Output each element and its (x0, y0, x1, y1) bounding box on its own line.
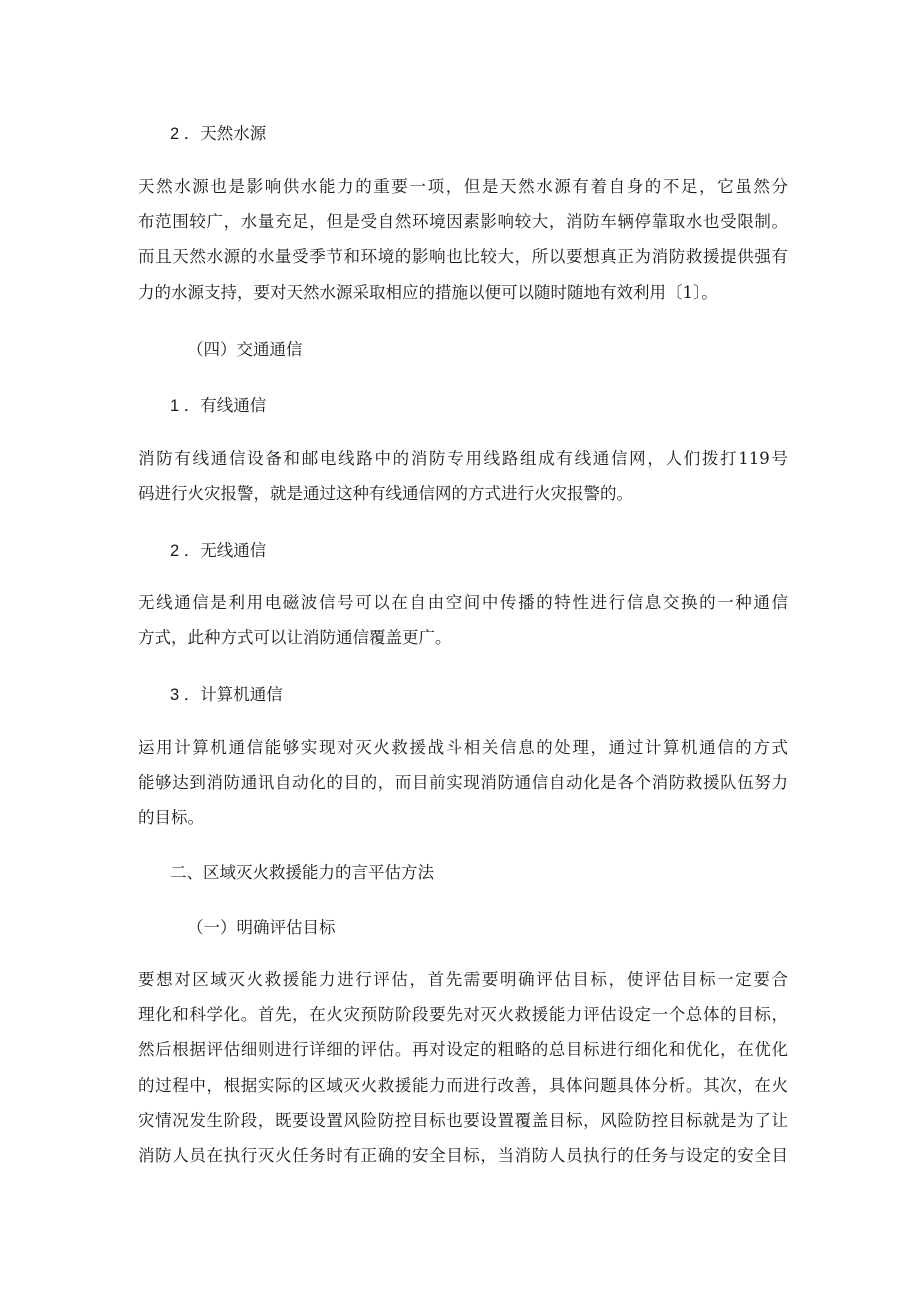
paragraph-line: 要想对区域灭火救援能力进行评估，首先需要明确评估目标，使评估目标一定要合 (138, 970, 788, 989)
paragraph-line: 天然水源也是影响供水能力的重要一项，但是天然水源有着自身的不足，它虽然分 (138, 177, 788, 196)
paragraph-line: 力的水源支持，要对天然水源采取相应的措施以便可以随时随地有效利用〔1〕。 (138, 283, 718, 302)
paragraph-line: 布范围较广，水量充足，但是受自然环境因素影响较大，消防车辆停靠取水也受限制。 (138, 212, 788, 231)
heading-wired-communication: 1 ．有线通信 (170, 397, 267, 415)
section-heading-evaluation-method: 二、区域灭火救援能力的言平估方法 (170, 863, 434, 882)
paragraph-line: 消防人员在执行灭火任务时有正确的安全目标，当消防人员执行的任务与设定的安全目 (138, 1146, 788, 1165)
paragraph-line: 然后根据评估细则进行详细的评估。再对设定的粗略的总目标进行细化和优化，在优化 (138, 1040, 788, 1059)
paragraph-line: 灾情况发生阶段，既要设置风险防控目标也要设置覆盖目标，风险防控目标就是为了让 (138, 1111, 788, 1130)
paragraph-line: 的目标。 (138, 808, 204, 827)
heading-wireless-communication: 2 ．无线通信 (170, 542, 267, 560)
paragraph-line: 而且天然水源的水量受季节和环境的影响也比较大，所以要想真正为消防救援提供强有 (138, 247, 788, 266)
heading-clear-goals: （一）明确评估目标 (187, 918, 336, 937)
paragraph-line: 运用计算机通信能够实现对灭火救援战斗相关信息的处理，通过计算机通信的方式 (138, 738, 788, 757)
heading-computer-communication: 3 ．计算机通信 (170, 686, 283, 704)
paragraph-line: 无线通信是利用电磁波信号可以在自由空间中传播的特性进行信息交换的一种通信 (138, 593, 788, 612)
paragraph-line: 理化和科学化。首先，在火灾预防阶段要先对灭火救援能力评估设定一个总体的目标， (138, 1005, 788, 1024)
heading-traffic-communication: （四）交通通信 (187, 340, 303, 359)
paragraph-line: 码进行火灾报警，就是通过这种有线通信网的方式进行火灾报警的。 (138, 484, 633, 503)
paragraph-line: 能够达到消防通讯自动化的目的，而目前实现消防通信自动化是各个消防救援队伍努力 (138, 773, 788, 792)
paragraph-line: 消防有线通信设备和邮电线路中的消防专用线路组成有线通信网，人们拨打119号 (138, 449, 788, 468)
heading-natural-water: 2 ．天然水源 (170, 125, 267, 143)
paragraph-line: 的过程中，根据实际的区域灭火救援能力而进行改善，具体问题具体分析。其次，在火 (138, 1076, 788, 1095)
paragraph-line: 方式，此种方式可以让消防通信覆盖更广。 (138, 628, 452, 647)
